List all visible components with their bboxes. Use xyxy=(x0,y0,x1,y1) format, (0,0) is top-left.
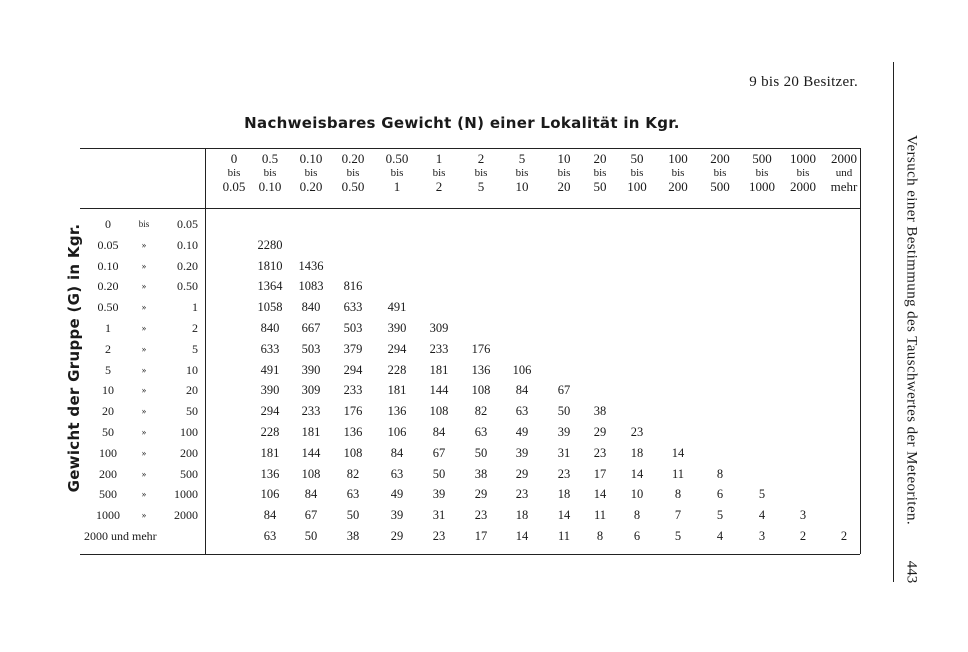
table-cell: 4 xyxy=(758,508,766,523)
column-header xyxy=(822,152,866,194)
table-cell: 38 xyxy=(346,529,360,543)
column-header xyxy=(615,152,659,194)
row-label-sep: » xyxy=(141,343,147,354)
row-label-to: 2000 xyxy=(174,508,198,523)
table-cell: 84 xyxy=(515,383,529,398)
table-cell: 491 xyxy=(387,300,407,315)
column-header-from: 100 xyxy=(668,151,688,166)
table-cell: 50 xyxy=(432,466,446,481)
column-header-mid: bis xyxy=(474,167,488,179)
column-header xyxy=(331,152,375,194)
row-label-to: 0.10 xyxy=(177,237,198,252)
header-bottom-rule xyxy=(80,208,860,209)
row-label-from: 0.20 xyxy=(97,279,119,294)
column-header-from: 1000 xyxy=(790,151,816,166)
table-cell: 108 xyxy=(471,383,491,398)
table-cell: 50 xyxy=(346,508,360,523)
table-cell: 3 xyxy=(758,529,766,543)
row-label-from: 200 xyxy=(99,466,117,481)
table-cell: 23 xyxy=(515,487,529,502)
column-header-from: 20 xyxy=(593,151,607,166)
table-cell: 294 xyxy=(260,404,280,419)
column-header-to: 100 xyxy=(627,179,647,194)
running-head-title: Versuch einer Bestimmung des Tauschwertes der Meteoriten. xyxy=(903,134,920,526)
table-row xyxy=(84,401,204,421)
table-cell: 38 xyxy=(593,404,607,419)
table-cell: 1364 xyxy=(257,279,283,294)
row-label-to: 0.20 xyxy=(177,258,198,273)
table-row xyxy=(84,380,204,400)
table-row xyxy=(84,443,204,463)
row-label-from: 2 xyxy=(105,341,111,356)
header-right-text: 9 bis 20 Besitzer. xyxy=(749,74,858,90)
table-cell: 63 xyxy=(515,404,529,419)
row-label-sep: bis xyxy=(138,219,150,229)
column-header-mid: und xyxy=(835,167,853,179)
table-cell: 136 xyxy=(343,425,363,439)
table-cell: 3 xyxy=(799,508,807,523)
column-header xyxy=(289,152,333,194)
table-cell: 18 xyxy=(557,487,571,502)
table-cell: 67 xyxy=(304,508,318,523)
table-cell: 18 xyxy=(515,508,529,523)
row-label-to: 20 xyxy=(186,383,198,398)
row-label-sep: » xyxy=(141,302,147,313)
row-axis-label: Gewicht der Gruppe (G) in Kgr. xyxy=(65,223,83,493)
column-header-mid: bis xyxy=(304,167,318,179)
row-label-from: 5 xyxy=(105,362,111,377)
table-cell: 10 xyxy=(630,487,644,502)
column-header-from: 2 xyxy=(477,151,485,166)
column-header-mid: bis xyxy=(390,167,404,179)
column-header xyxy=(698,152,742,194)
row-label-to: 0.05 xyxy=(177,217,198,231)
table-cell: 39 xyxy=(390,508,404,523)
row-label-from: 1000 xyxy=(96,508,120,523)
row-label-sep: » xyxy=(141,427,147,437)
table-cell: 108 xyxy=(343,445,363,460)
table-row xyxy=(84,360,204,380)
column-header-mid: bis xyxy=(713,167,727,179)
table-row xyxy=(84,484,204,504)
table-title: Nachweisbares Gewicht (N) einer Lokalität in Kgr. xyxy=(244,114,680,132)
column-header-to: 2000 xyxy=(790,179,816,194)
table-row xyxy=(84,214,204,234)
column-header-to: 10 xyxy=(515,179,529,194)
column-header-mid: bis xyxy=(630,167,644,179)
table-cell: 82 xyxy=(474,404,488,419)
row-label-to: 2 xyxy=(192,321,198,335)
table-cell: 17 xyxy=(593,466,607,481)
column-header-mid: bis xyxy=(557,167,571,179)
table-cell: 38 xyxy=(474,466,488,481)
row-label-to: mehr xyxy=(132,529,157,543)
table-cell: 144 xyxy=(429,383,449,398)
column-header-to: 5 xyxy=(477,179,485,194)
table-cell: 390 xyxy=(260,383,280,398)
table-cell: 176 xyxy=(471,341,491,356)
row-label-to: 500 xyxy=(180,466,198,481)
table-cell: 84 xyxy=(304,487,318,502)
table-cell: 2280 xyxy=(257,237,283,252)
row-label-to: 100 xyxy=(180,425,198,439)
table-cell: 29 xyxy=(515,466,529,481)
table-cell: 8 xyxy=(596,529,604,543)
table-bottom-rule xyxy=(80,554,860,555)
column-header-to: 0.05 xyxy=(222,179,246,194)
table-cell: 816 xyxy=(343,279,363,294)
table-cell: 491 xyxy=(260,362,280,377)
row-label-from: 2000 xyxy=(84,529,108,543)
table-cell: 6 xyxy=(633,529,641,543)
column-header-to: 200 xyxy=(668,179,688,194)
row-label-from: 10 xyxy=(102,383,114,398)
row-label-to: 5 xyxy=(192,341,198,356)
column-header-to: 2 xyxy=(435,179,443,194)
table-cell: 633 xyxy=(343,300,363,315)
table-cell: 136 xyxy=(387,404,407,419)
row-label-to: 10 xyxy=(186,362,198,377)
column-header-mid: bis xyxy=(796,167,810,179)
table-cell: 181 xyxy=(387,383,407,398)
row-label-sep: » xyxy=(141,239,147,250)
column-header xyxy=(781,152,825,194)
column-header-mid: bis xyxy=(515,167,529,179)
column-header xyxy=(500,152,544,194)
table-cell: 39 xyxy=(515,445,529,460)
row-label-sep: » xyxy=(141,281,147,292)
column-header-from: 1 xyxy=(435,151,443,166)
table-cell: 8 xyxy=(716,466,724,481)
table-cell: 2 xyxy=(799,529,807,543)
table-cell: 1810 xyxy=(257,258,283,273)
row-label-from: 0 xyxy=(105,217,111,231)
column-header-to: 0.10 xyxy=(258,179,282,194)
table-cell: 633 xyxy=(260,341,280,356)
table-cell: 84 xyxy=(432,425,446,439)
table-row xyxy=(84,505,204,525)
table-cell: 14 xyxy=(557,508,571,523)
table-cell: 106 xyxy=(512,362,532,377)
column-header-mid: bis xyxy=(755,167,769,179)
table-row xyxy=(84,318,204,338)
table-cell: 294 xyxy=(387,341,407,356)
table-cell: 63 xyxy=(263,529,277,543)
table-cell: 14 xyxy=(515,529,529,543)
table-cell: 181 xyxy=(301,425,321,439)
column-header-to: 500 xyxy=(710,179,730,194)
row-label-from: 0.05 xyxy=(97,237,119,252)
row-label-from: 20 xyxy=(102,404,114,419)
table-cell: 29 xyxy=(390,529,404,543)
table-cell: 23 xyxy=(630,425,644,439)
table-cell: 1058 xyxy=(257,300,283,315)
table-cell: 63 xyxy=(474,425,488,439)
page-number: 443 xyxy=(903,560,920,584)
table-cell: 176 xyxy=(343,404,363,419)
table-cell: 840 xyxy=(301,300,321,315)
table-cell: 106 xyxy=(387,425,407,439)
table-cell: 50 xyxy=(474,445,488,460)
table-cell: 667 xyxy=(301,321,321,335)
table-cell: 49 xyxy=(390,487,404,502)
table-cell: 23 xyxy=(557,466,571,481)
table-cell: 5 xyxy=(716,508,724,523)
column-header-from: 500 xyxy=(752,151,772,166)
row-label-text xyxy=(84,526,157,546)
column-header-to: 1000 xyxy=(749,179,775,194)
table-cell: 11 xyxy=(671,466,685,481)
column-header xyxy=(375,152,419,194)
column-header-mid: bis xyxy=(227,167,241,179)
row-label-sep: » xyxy=(141,385,147,396)
row-label-divider xyxy=(205,148,206,554)
table-cell: 84 xyxy=(263,508,277,523)
row-label-sep: » xyxy=(141,489,147,500)
column-header-from: 5 xyxy=(518,151,526,166)
table-cell: 11 xyxy=(557,529,571,543)
table-cell: 503 xyxy=(343,321,363,335)
column-header-to: 0.50 xyxy=(341,179,365,194)
table-cell: 8 xyxy=(674,487,682,502)
column-header-mid: bis xyxy=(346,167,360,179)
column-header xyxy=(248,152,292,194)
table-row xyxy=(84,276,204,296)
column-header-from: 10 xyxy=(557,151,571,166)
table-cell: 2 xyxy=(840,529,848,543)
table-cell: 228 xyxy=(387,362,407,377)
table-cell: 17 xyxy=(474,529,488,543)
table-cell: 136 xyxy=(471,362,491,377)
table-row xyxy=(84,526,204,546)
table-cell: 106 xyxy=(260,487,280,502)
table-cell: 23 xyxy=(593,445,607,460)
table-cell: 309 xyxy=(301,383,321,398)
table-cell: 63 xyxy=(346,487,360,502)
table-cell: 233 xyxy=(301,404,321,419)
table-cell: 840 xyxy=(260,321,280,335)
table-cell: 390 xyxy=(301,362,321,377)
row-label-sep: » xyxy=(141,406,147,417)
row-label-from: 0.10 xyxy=(97,258,119,273)
table-row xyxy=(84,422,204,442)
row-label-sep: » xyxy=(141,323,147,333)
row-label-from: 100 xyxy=(99,445,117,460)
table-cell: 294 xyxy=(343,362,363,377)
table-cell: 379 xyxy=(343,341,363,356)
column-header-to: 50 xyxy=(593,179,607,194)
table-cell: 309 xyxy=(429,321,449,335)
table-row xyxy=(84,339,204,359)
table-cell: 50 xyxy=(557,404,571,419)
row-label-sep: » xyxy=(141,364,147,375)
row-label-to: 1 xyxy=(192,300,198,315)
table-cell: 63 xyxy=(390,466,404,481)
column-header xyxy=(417,152,461,194)
row-label-sep: und xyxy=(111,529,129,543)
column-header-to: 1 xyxy=(393,179,401,194)
table-cell: 108 xyxy=(429,404,449,419)
column-header xyxy=(459,152,503,194)
table-cell: 390 xyxy=(387,321,407,335)
column-header-mid: bis xyxy=(263,167,277,179)
table-cell: 31 xyxy=(432,508,446,523)
table-cell: 14 xyxy=(630,466,644,481)
table-top-rule xyxy=(80,148,860,149)
table-cell: 233 xyxy=(343,383,363,398)
table-cell: 8 xyxy=(633,508,641,523)
table-cell: 82 xyxy=(346,466,360,481)
table-cell: 67 xyxy=(432,445,446,460)
row-label-to: 0.50 xyxy=(177,279,198,294)
table-cell: 136 xyxy=(260,466,280,481)
column-header xyxy=(656,152,700,194)
table-cell: 181 xyxy=(429,362,449,377)
table-cell: 228 xyxy=(260,425,280,439)
table-cell: 14 xyxy=(593,487,607,502)
table-cell: 144 xyxy=(301,445,321,460)
table-cell: 4 xyxy=(716,529,724,543)
column-header-from: 2000 xyxy=(831,151,857,166)
column-header-from: 0 xyxy=(230,151,238,166)
row-label-to: 200 xyxy=(180,445,198,460)
row-label-from: 500 xyxy=(99,487,117,502)
row-label-sep: » xyxy=(141,447,147,458)
column-header-from: 0.5 xyxy=(261,151,279,166)
row-label-sep: » xyxy=(141,468,147,479)
table-cell: 108 xyxy=(301,466,321,481)
table-cell: 84 xyxy=(390,445,404,460)
table-cell: 5 xyxy=(674,529,682,543)
table-cell: 23 xyxy=(432,529,446,543)
table-cell: 503 xyxy=(301,341,321,356)
table-cell: 1436 xyxy=(298,258,324,273)
column-header-from: 0.20 xyxy=(341,151,365,166)
column-header-from: 200 xyxy=(710,151,730,166)
column-header-to: mehr xyxy=(830,179,858,194)
row-label-from: 1 xyxy=(105,321,111,335)
table-cell: 5 xyxy=(758,487,766,502)
table-row xyxy=(84,235,204,255)
table-cell: 7 xyxy=(674,508,682,523)
table-cell: 1083 xyxy=(298,279,324,294)
column-header xyxy=(740,152,784,194)
table-cell: 67 xyxy=(557,383,571,398)
row-label-sep: » xyxy=(141,260,147,271)
column-header-from: 0.10 xyxy=(299,151,323,166)
column-header-to: 0.20 xyxy=(299,179,323,194)
column-header-from: 50 xyxy=(630,151,644,166)
table-cell: 39 xyxy=(557,425,571,439)
table-row xyxy=(84,256,204,276)
table-cell: 23 xyxy=(474,508,488,523)
row-label-to: 1000 xyxy=(174,487,198,502)
table-cell: 14 xyxy=(671,445,685,460)
table-cell: 6 xyxy=(716,487,724,502)
column-header-from: 0.50 xyxy=(385,151,409,166)
table-cell: 233 xyxy=(429,341,449,356)
row-label-from: 0.50 xyxy=(97,300,119,315)
table-cell: 50 xyxy=(304,529,318,543)
row-label-from: 50 xyxy=(102,425,114,439)
table-row xyxy=(84,297,204,317)
margin-rule xyxy=(893,62,894,582)
table-cell: 18 xyxy=(630,445,644,460)
table-cell: 11 xyxy=(593,508,607,523)
column-header-mid: bis xyxy=(593,167,607,179)
table-row xyxy=(84,464,204,484)
column-header-mid: bis xyxy=(671,167,685,179)
column-header-to: 20 xyxy=(557,179,571,194)
table-cell: 29 xyxy=(474,487,488,502)
table-cell: 29 xyxy=(593,425,607,439)
table-cell: 181 xyxy=(260,445,280,460)
row-label-to: 50 xyxy=(186,404,198,419)
table-cell: 39 xyxy=(432,487,446,502)
table-cell: 31 xyxy=(557,445,571,460)
column-header-mid: bis xyxy=(432,167,446,179)
table-right-rule xyxy=(860,148,861,554)
table-cell: 49 xyxy=(515,425,529,439)
row-label-sep: » xyxy=(141,510,147,521)
